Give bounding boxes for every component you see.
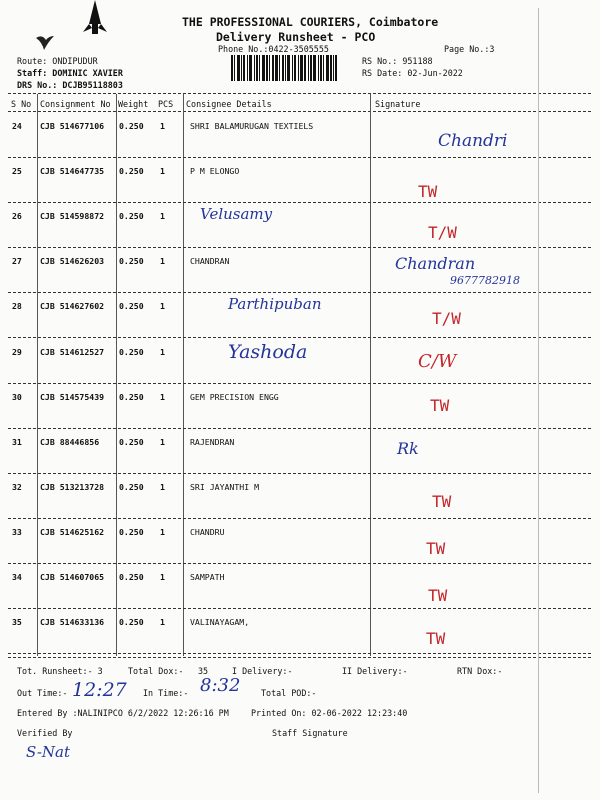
row-pcs: 1 [160, 572, 165, 582]
row-pcs: 1 [160, 166, 165, 177]
phone-number: Phone No.:0422-3505555 [218, 44, 329, 54]
row-sno: 24 [12, 121, 22, 131]
staff-signature-label: Staff Signature [272, 728, 348, 738]
row-consignee: VALINAYAGAM, [190, 617, 250, 628]
runsheet-subtitle: Delivery Runsheet - PCO [216, 30, 376, 44]
row-pcs: 1 [160, 211, 165, 222]
row-consignment: CJB 513213728 [40, 481, 105, 492]
bird-mark-icon [34, 30, 56, 52]
row-weight: 0.250 [119, 211, 144, 222]
company-title: THE PROFESSIONAL COURIERS, Coimbatore [182, 15, 439, 29]
drs-number: DRS No.: DCJB95118803 [17, 80, 123, 90]
row-pcs: 1 [160, 256, 165, 267]
page-number: Page No.:3 [444, 44, 495, 54]
row-signature: TW [430, 395, 450, 415]
row-pcs: 1 [160, 346, 165, 357]
tot-runsheet: Tot. Runsheet:- 3 [17, 666, 103, 676]
row-consignee: SAMPATH [190, 572, 225, 582]
row-sno: 35 [12, 617, 22, 628]
row-consignment: CJB 514607065 [40, 572, 105, 582]
row-consignment: CJB 514627602 [40, 301, 105, 312]
row-consignment: CJB 88446856 [40, 436, 100, 447]
total-dox-label: Total Dox:- [128, 666, 184, 676]
row-signature: Rk [397, 438, 419, 458]
col-consignee: Consignee Details [186, 99, 272, 109]
row-pcs: 1 [160, 617, 165, 628]
row-weight: 0.250 [119, 346, 144, 357]
rs-date: RS Date: 02-Jun-2022 [362, 68, 463, 78]
table-row [0, 609, 600, 661]
rtn-dox: RTN Dox:- [457, 666, 503, 676]
row-pcs: 1 [160, 301, 165, 312]
row-pcs: 1 [160, 481, 165, 492]
row-consignment: CJB 514677106 [40, 121, 105, 131]
row-consignee-handwritten: Velusamy [200, 205, 273, 224]
rs-number: RS No.: 951188 [362, 56, 433, 66]
row-signature: TW [426, 629, 446, 649]
in-time-value: 8:32 [200, 675, 241, 696]
row-signature: TW [432, 491, 452, 511]
row-consignee: RAJENDRAN [190, 436, 235, 447]
row-consignment: CJB 514612527 [40, 346, 105, 357]
verified-by: Verified By [17, 728, 73, 738]
row-consignee: GEM PRECISION ENGG [190, 391, 279, 402]
row-weight: 0.250 [119, 301, 144, 312]
row-weight: 0.250 [119, 121, 144, 131]
row-consignee: CHANDRU [190, 526, 225, 537]
printed-on: Printed On: 02-06-2022 12:23:40 [251, 708, 408, 718]
row-signature: T/W [432, 309, 461, 329]
row-sno: 27 [12, 256, 22, 267]
row-sno: 29 [12, 346, 22, 357]
row-sno: 26 [12, 211, 22, 222]
row-signature-note: 9677782918 [450, 274, 520, 288]
row-weight: 0.250 [119, 166, 144, 177]
out-time-label: Out Time:- [17, 688, 68, 698]
col-pcs: PCS [158, 99, 174, 109]
row-sno: 32 [12, 481, 22, 492]
row-weight: 0.250 [119, 391, 144, 402]
row-signature: C/W [418, 350, 457, 372]
total-pod: Total POD:- [261, 688, 317, 698]
row-signature: T/W [428, 223, 457, 243]
row-consignee-handwritten: Yashoda [228, 340, 308, 363]
row-weight: 0.250 [119, 617, 144, 628]
row-consignment: CJB 514633136 [40, 617, 105, 628]
row-consignment: CJB 514626203 [40, 256, 105, 267]
row-pcs: 1 [160, 526, 165, 537]
col-signature: Signature [375, 99, 421, 109]
row-weight: 0.250 [119, 481, 144, 492]
row-consignee: SHRI BALAMURUGAN TEXTIELS [190, 121, 314, 131]
row-consignee: SRI JAYANTHI M [190, 481, 260, 492]
row-pcs: 1 [160, 391, 165, 402]
row-consignee: CHANDRAN [190, 256, 230, 267]
row-signature: TW [418, 182, 438, 202]
row-weight: 0.250 [119, 256, 144, 267]
row-consignee: P M ELONGO [190, 166, 240, 177]
row-consignment: CJB 514625162 [40, 526, 105, 537]
row-signature: Chandri [438, 131, 508, 151]
row-consignment: CJB 514647735 [40, 166, 105, 177]
row-sno: 28 [12, 301, 22, 312]
verified-signature: S-Nat [26, 743, 70, 761]
entered-by: Entered By :NALINIPCO 6/2/2022 12:26:16 PM [17, 708, 229, 718]
row-signature: TW [428, 586, 448, 605]
col-consignment: Consignment No [40, 99, 111, 109]
in-time-label: In Time:- [143, 688, 189, 698]
row-pcs: 1 [160, 436, 165, 447]
row-weight: 0.250 [119, 436, 144, 447]
row-signature: Chandran [395, 254, 476, 274]
ii-delivery: II Delivery:- [342, 666, 408, 676]
row-sno: 34 [12, 572, 22, 582]
row-sno: 33 [12, 526, 22, 537]
col-sno: S No [11, 99, 32, 109]
out-time-value: 12:27 [72, 679, 127, 701]
row-consignee-handwritten: Parthipuban [228, 295, 322, 314]
row-weight: 0.250 [119, 572, 144, 582]
rocket-logo-icon [78, 0, 112, 40]
row-consignment: CJB 514575439 [40, 391, 105, 402]
row-signature: TW [426, 538, 446, 558]
row-sno: 31 [12, 436, 22, 447]
i-delivery: I Delivery:- [232, 666, 293, 676]
barcode [231, 55, 355, 81]
row-pcs: 1 [160, 121, 165, 131]
row-weight: 0.250 [119, 526, 144, 537]
route: Route: ONDIPUDUR [17, 56, 98, 66]
row-consignment: CJB 514598872 [40, 211, 105, 222]
row-sno: 30 [12, 391, 22, 402]
row-sno: 25 [12, 166, 22, 177]
total-dox-value: 35 [198, 666, 209, 676]
staff: Staff: DOMINIC XAVIER [17, 68, 123, 78]
col-weight: Weight [118, 99, 149, 109]
